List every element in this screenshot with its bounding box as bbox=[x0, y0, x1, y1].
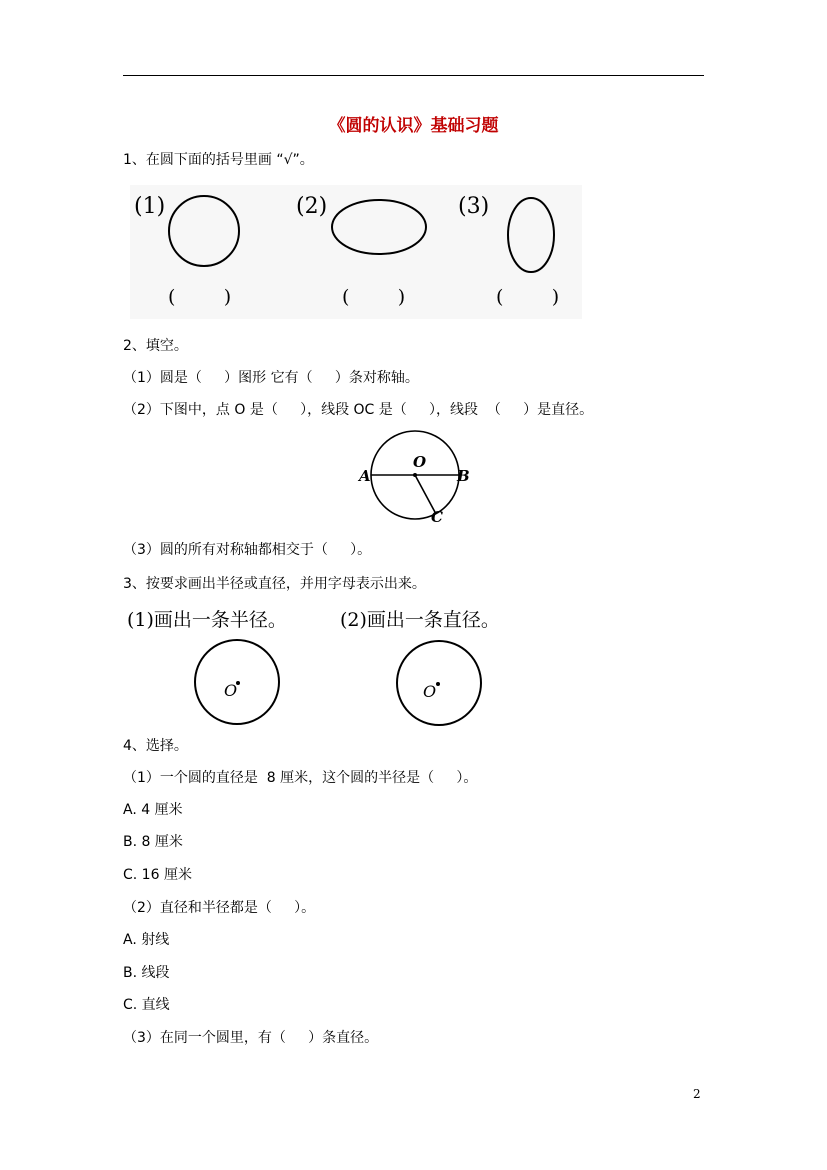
q1-label-3: (3) bbox=[458, 194, 490, 219]
q4-1-question: （1）一个圆的直径是 8 厘米，这个圆的半径是（ ）。 bbox=[123, 770, 478, 786]
q1-figure bbox=[130, 185, 582, 319]
page-number: 2 bbox=[693, 1087, 701, 1101]
q3-figure bbox=[125, 603, 535, 727]
q2-item-1: （1）圆是（ ）图形 它有（ ）条对称轴。 bbox=[123, 370, 419, 386]
label-o: O bbox=[413, 453, 427, 471]
header-rule bbox=[123, 75, 704, 76]
q4-2-question: （2）直径和半径都是（ ）。 bbox=[123, 900, 316, 916]
q1-bracket-3: ( ) bbox=[496, 286, 560, 308]
q2-item-3: （3）圆的所有对称轴都相交于（ ）。 bbox=[123, 542, 372, 558]
q4-1-option-a: A. 4 厘米 bbox=[123, 802, 183, 818]
center-point bbox=[413, 473, 417, 477]
label-a: A bbox=[359, 467, 371, 485]
q2-item-2: （2）下图中，点 O 是（ ），线段 OC 是（ ），线段 （ ）是直径。 bbox=[123, 402, 594, 418]
label-c: C bbox=[431, 508, 443, 526]
label-b: B bbox=[457, 467, 470, 485]
q4-2-option-c: C. 直线 bbox=[123, 997, 170, 1013]
q1-prompt: 1、在圆下面的括号里画 “√”。 bbox=[123, 152, 314, 168]
q4-2-option-a: A. 射线 bbox=[123, 932, 170, 948]
q3-task-1: (1)画出一条半径。 bbox=[127, 609, 287, 631]
q1-label-1: (1) bbox=[134, 194, 166, 219]
q1-label-2: (2) bbox=[296, 194, 328, 219]
q2-prompt: 2、填空。 bbox=[123, 338, 188, 354]
q4-2-option-b: B. 线段 bbox=[123, 965, 170, 981]
q1-bracket-1: ( ) bbox=[168, 286, 232, 308]
q4-3-question: （3）在同一个圆里，有（ ）条直径。 bbox=[123, 1030, 379, 1046]
q3-center-label-1: O bbox=[224, 681, 238, 700]
q4-1-option-c: C. 16 厘米 bbox=[123, 867, 192, 883]
q3-center-label-2: O bbox=[423, 682, 437, 701]
q4-prompt: 4、选择。 bbox=[123, 738, 188, 754]
page-title: 《圆的认识》基础习题 bbox=[328, 116, 499, 136]
q2-circle-diagram bbox=[356, 430, 476, 526]
q4-1-option-b: B. 8 厘米 bbox=[123, 834, 183, 850]
q3-prompt: 3、按要求画出半径或直径，并用字母表示出来。 bbox=[123, 576, 426, 592]
q1-bracket-2: ( ) bbox=[342, 286, 406, 308]
q3-task-2: (2)画出一条直径。 bbox=[340, 609, 500, 631]
q3-center-2 bbox=[436, 682, 440, 686]
